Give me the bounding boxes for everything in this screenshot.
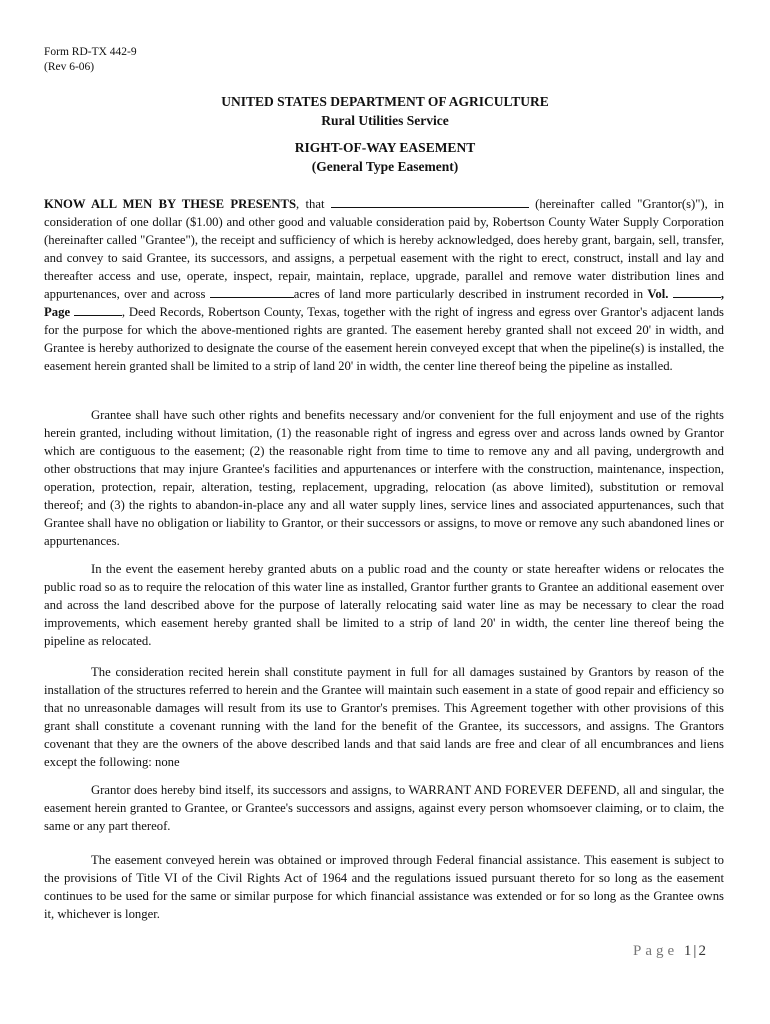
- department-heading: UNITED STATES DEPARTMENT OF AGRICULTURE: [221, 94, 549, 109]
- paragraph-grant: [44, 195, 724, 375]
- document-subtitle: (General Type Easement): [311, 159, 459, 174]
- paragraph-relocation: In the event the easement hereby granted abuts on a public road and the county or state hereafter widens or relocates the public road so as to require the relocation of this water line as installed, Grantor further grants to Grantee an additional easement over and across the land described above for the purpose of laterally relocating said water line as may be necessary to clear the road improvements, which easement hereby granted shall be limited to a strip of land 20' in width, the center line thereof being the pipeline as relocated.: [44, 562, 724, 648]
- text-segment: (hereinafter called "Grantor(s)"), in consideration of one dollar ($1.00) and other good and valuable consideration paid by, Robertson County Water Supply Corporation (hereinafter called "Grantee"), the receipt and sufficiency of which is hereby acknowledged, does hereby grant, bargain, sell, transfer, and convey to said Grantee, its successors, and assigns, a perpetual easement with the right to erect, construct, install and lay and thereafter access and use, operate, inspect, repair, maintain, replace, upgrade, parallel and remove water distribution lines and appurtenances, over and across: [44, 197, 725, 301]
- paragraph-rights: Grantee shall have such other rights and benefits necessary and/or convenient for the full enjoyment and use of the rights herein granted, including without limitation, (1) the reasonable right of ingress and egress over and across lands owned by Grantor which are contiguous to the easement; (2) the reasonable right from time to time to remove any and all paving, undergrowth and other obstructions that may injure Grantee's facilities and appurtenances or interfere with the construction, maintenance, inspection, operation, protection, repair, alteration, testing, replacement, upgrading, relocation (as above limited), substitution or removal thereof; and (3) the rights to abandon-in-place any and all water supply lines, service lines and associated appurtenances, such that Grantee shall have no obligation or liability to Grantor, or their successors or assigns, to move or remove any such abandoned lines or appurtenances.: [44, 408, 724, 548]
- page-label: Page: [633, 943, 679, 959]
- form-number: Form RD-TX 442-9: [44, 46, 137, 58]
- page-total: 2: [698, 943, 708, 959]
- lead-phrase: KNOW ALL MEN BY THESE PRESENTS: [44, 197, 297, 211]
- paragraph-federal-assistance: The easement conveyed herein was obtained or improved through Federal financial assistance. This easement is subject to the provisions of Title VI of the Civil Rights Act of 1964 and the regulations issued pursuant thereto for so long as the easement continues to be used for the same or similar purpose for which financial assistance was extended or for so long as the Grantee owns it, whichever is longer.: [44, 853, 724, 921]
- page-blank[interactable]: [74, 303, 122, 316]
- service-heading: Rural Utilities Service: [321, 113, 449, 128]
- page-separator: |: [693, 943, 699, 959]
- paragraph-consideration: The consideration recited herein shall constitute payment in full for all damages sustained by Grantors by reason of the installation of the structures referred to herein and the Grantee will maintain such easement in a state of good repair and efficiency so that no unreasonable damages will result from its use to Grantor's premises. This Agreement together with other provisions of this grant shall constitute a covenant running with the land for the benefit of the Grantee, its successors, and assigns. The Grantors covenant that they are the owners of the above described lands and that said lands are free and clear of all encumbrances and liens except the following: none: [44, 665, 724, 769]
- paragraph-warranty: Grantor does hereby bind itself, its successors and assigns, to WARRANT AND FOREVER DEFEND, all and singular, the easement herein granted to Grantee, or Grantee's successors and assigns, against every person whomsoever claiming, or to claim, the same or any part thereof.: [44, 783, 724, 833]
- text-segment: , that: [296, 197, 331, 211]
- page-current: 1: [683, 943, 694, 959]
- page-label: , Page: [44, 287, 724, 319]
- form-revision: (Rev 6-06): [44, 61, 95, 73]
- text-segment: , Deed Records, Robertson County, Texas, together with the right of ingress and egress over Grantor's adjacent lands for the purpose for which the above-mentioned rights are granted. The easement hereby granted shall not exceed 20' in width, and Grantee is hereby authorized to designate the course of the easement herein conveyed except that when the pipeline(s) is installed, the easement herein granted shall be limited to a strip of land 20' in width, the center line thereof being the pipeline as installed.: [44, 305, 724, 373]
- volume-blank[interactable]: [673, 285, 721, 298]
- acres-blank[interactable]: [210, 285, 294, 298]
- page-footer: [633, 943, 708, 960]
- text-segment: acres of land more particularly described in instrument recorded in: [293, 287, 648, 301]
- grantor-name-blank[interactable]: [331, 195, 529, 208]
- volume-label: Vol.: [647, 287, 673, 301]
- document-title: RIGHT-OF-WAY EASEMENT: [294, 140, 476, 155]
- form-identifier: [44, 45, 137, 75]
